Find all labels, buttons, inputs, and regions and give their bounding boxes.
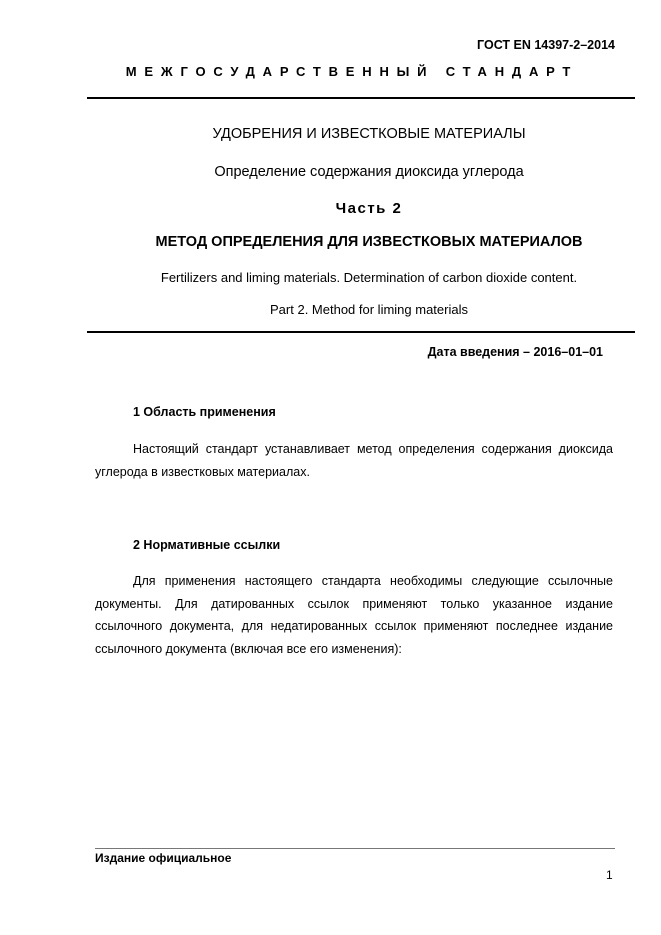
- section-1-text: Настоящий стандарт устанавливает метод определения содержания диоксида углерода в известковых материалах.: [95, 442, 613, 479]
- header-rule: [87, 97, 635, 99]
- page-number: 1: [606, 868, 613, 882]
- official-edition-label: Издание официальное: [95, 851, 232, 865]
- document-title: УДОБРЕНИЯ И ИЗВЕСТКОВЫЕ МАТЕРИАЛЫ: [212, 126, 526, 142]
- english-part: Part 2. Method for liming materials: [270, 302, 468, 317]
- section-2-text: Для применения настоящего стандарта необходимы следующие ссылочные документы. Для датированных ссылок применяют только указанное издание ссылочного документа, для недатированных ссылок применяют последнее издание ссылочного документа (включая все его изменения):: [95, 574, 613, 656]
- english-title: Fertilizers and liming materials. Determination of carbon dioxide content.: [160, 270, 578, 285]
- introduction-date: Дата введения – 2016–01–01: [427, 345, 603, 359]
- document-subtitle: Определение содержания диоксида углерода: [214, 164, 524, 180]
- section-2-heading: 2 Нормативные ссылки: [133, 538, 281, 552]
- footer-rule: [95, 848, 615, 849]
- document-part: Часть 2: [335, 200, 403, 217]
- title-rule: [87, 331, 635, 333]
- standard-type-header: МЕЖГОСУДАРСТВЕННЫЙ СТАНДАРТ: [125, 64, 579, 79]
- standard-code: ГОСТ EN 14397-2–2014: [477, 38, 615, 52]
- document-method: МЕТОД ОПРЕДЕЛЕНИЯ ДЛЯ ИЗВЕСТКОВЫХ МАТЕРИАЛОВ: [155, 234, 583, 250]
- section-1-heading: 1 Область применения: [133, 405, 276, 419]
